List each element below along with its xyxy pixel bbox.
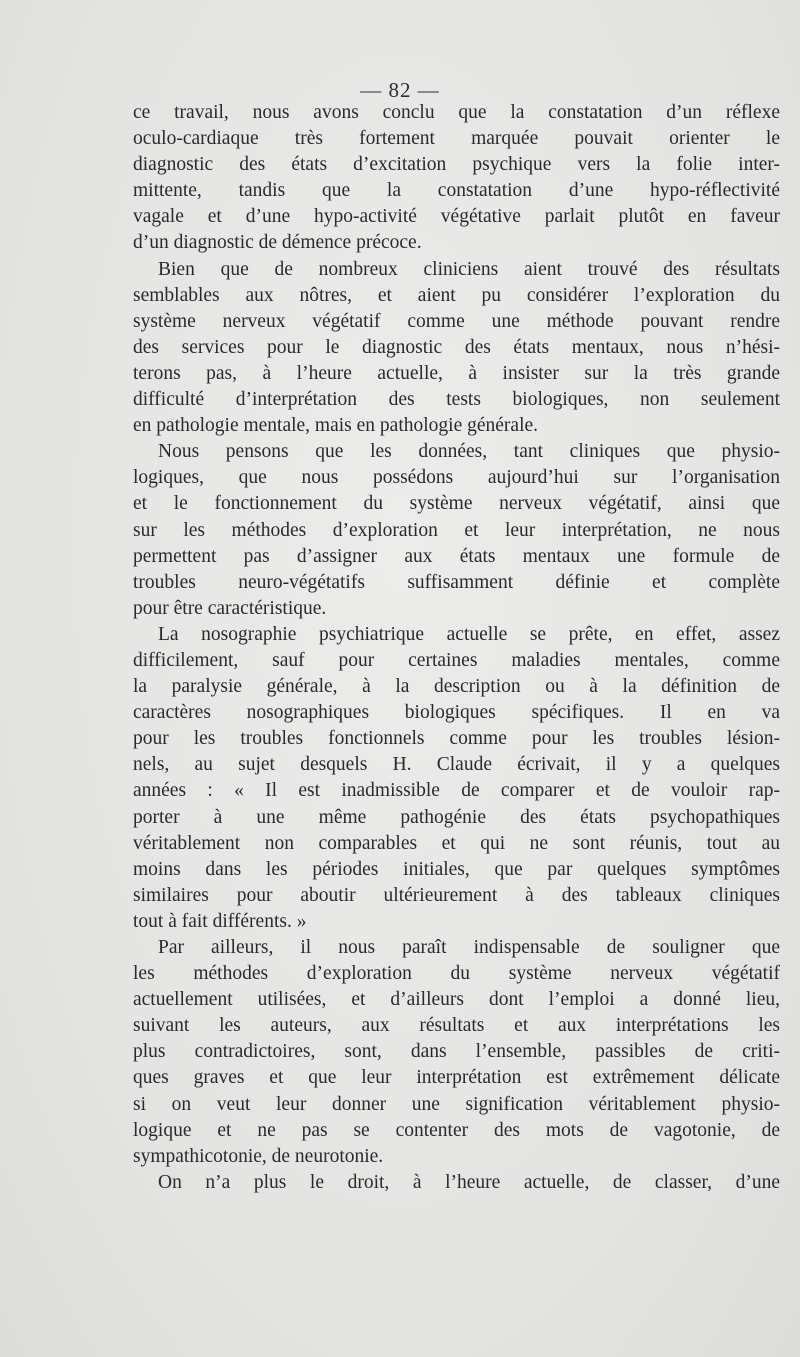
text-line: logique et ne pas se contenter des mots de vagotonie, de: [133, 1119, 780, 1141]
text-line: sympathicotonie, de neurotonie.: [133, 1145, 384, 1167]
text-line: La nosographie psychiatrique actuelle se prête, en effet, assez: [158, 623, 780, 645]
text-line: la paralysie générale, à la description ou à la définition de: [133, 676, 780, 698]
paragraph: [133, 935, 780, 1170]
text-line: Nous pensons que les données, tant cliniques que physio-: [158, 441, 780, 463]
text-line: terons pas, à l’heure actuelle, à insister sur la très grande: [133, 362, 780, 384]
text-line: mittente, tandis que la constatation d’une hypo-réflectivité: [133, 180, 780, 202]
text-line: si on veut leur donner une signification véritablement physio-: [133, 1093, 780, 1115]
text-line: semblables aux nôtres, et aient pu considérer l’exploration du: [133, 284, 780, 306]
text-line: porter à une même pathogénie des états psychopathiques: [133, 806, 780, 828]
text-line: les méthodes d’exploration du système nerveux végétatif: [133, 963, 780, 985]
text-line: difficilement, sauf pour certaines maladies mentales, comme: [133, 649, 780, 671]
text-line: troubles neuro-végétatifs suffisamment définie et complète: [133, 571, 780, 593]
paragraph: [133, 1170, 780, 1196]
text-line: similaires pour aboutir ultérieurement à des tableaux cliniques: [133, 884, 780, 906]
text-line: suivant les auteurs, aux résultats et aux interprétations les: [133, 1015, 780, 1037]
text-line: caractères nosographiques biologiques spécifiques. Il en va: [133, 702, 780, 724]
text-line: ce travail, nous avons conclu que la constatation d’un réflexe: [133, 102, 780, 123]
text-line: Bien que de nombreux cliniciens aient trouvé des résultats: [158, 258, 780, 280]
text-line: sur les méthodes d’exploration et leur interprétation, ne nous: [133, 519, 780, 541]
page-number: — 82 —: [360, 78, 440, 102]
text-line: moins dans les périodes initiales, que par quelques symptômes: [133, 858, 780, 880]
text-line: tout à fait différents. »: [133, 910, 307, 932]
text-line: actuellement utilisées, et d’ailleurs dont l’emploi a donné lieu,: [133, 989, 780, 1011]
text-line: véritablement non comparables et qui ne sont réunis, tout au: [133, 832, 780, 854]
text-line: années : « Il est inadmissible de comparer et de vouloir rap-: [133, 780, 780, 802]
text-line: pour être caractéristique.: [133, 597, 327, 619]
text-line: en pathologie mentale, mais en pathologie générale.: [133, 415, 539, 437]
text-line: système nerveux végétatif comme une méthode pouvant rendre: [133, 310, 780, 332]
text-line: On n’a plus le droit, à l’heure actuelle, de classer, d’une: [158, 1171, 780, 1193]
text-line: difficulté d’interprétation des tests biologiques, non seulement: [133, 389, 780, 411]
text-line: diagnostic des états d’excitation psychique vers la folie inter-: [133, 154, 780, 176]
text-line: d’un diagnostic de démence précoce.: [133, 232, 422, 254]
paragraph: [133, 439, 780, 622]
text-line: des services pour le diagnostic des états mentaux, nous n’hési-: [133, 336, 780, 358]
text-line: permettent pas d’assigner aux états mentaux une formule de: [133, 545, 780, 567]
text-line: logiques, que nous possédons aujourd’hui sur l’organisation: [133, 467, 780, 489]
text-line: vagale et d’une hypo-activité végétative parlait plutôt en faveur: [133, 206, 780, 228]
text-line: ques graves et que leur interprétation est extrêmement délicate: [133, 1067, 780, 1089]
paragraph: [133, 100, 780, 257]
body-text: [133, 100, 780, 1196]
text-line: oculo-cardiaque très fortement marquée pouvait orienter le: [133, 128, 780, 150]
text-line: et le fonctionnement du système nerveux végétatif, ainsi que: [133, 493, 780, 515]
paragraph: [133, 622, 780, 935]
text-line: nels, au sujet desquels H. Claude écrivait, il y a quelques: [133, 754, 780, 776]
text-line: Par ailleurs, il nous paraît indispensable de souligner que: [158, 937, 780, 958]
paragraph: [133, 257, 780, 440]
text-line: plus contradictoires, sont, dans l’ensemble, passibles de criti-: [133, 1041, 780, 1063]
text-line: pour les troubles fonctionnels comme pour les troubles lésion-: [133, 728, 780, 750]
